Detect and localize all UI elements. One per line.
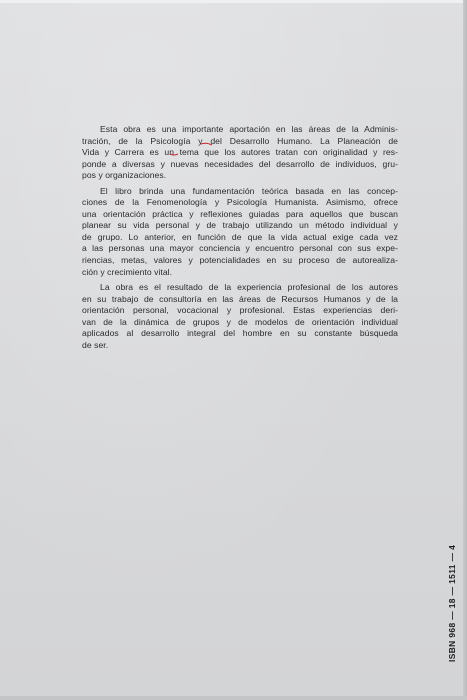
text-line: van de la dinámica de grupos y de modelos de orientación individual — [82, 316, 398, 327]
synopsis-paragraph-2 — [82, 186, 398, 278]
cover-bottom-edge — [0, 696, 467, 700]
synopsis-paragraph-3 — [82, 282, 398, 351]
text-line: ciones de la Fenomenología y Psicología Humanista. Asimismo, ofrece — [82, 197, 398, 208]
text-line: Vida y Carrera es un tema que los autores tratan con originalidad y res- — [82, 147, 398, 158]
text-line: riencias, metas, valores y potencialidades en su proceso de autorealiza- — [82, 255, 398, 266]
text-line: Esta obra es una importante aportación en las áreas de la Adminis- — [100, 124, 398, 134]
text-line: de ser. — [82, 339, 109, 350]
text-line: pos y organizaciones. — [82, 170, 167, 181]
cover-top-edge — [0, 0, 467, 3]
text-line: ponde a diversas y nuevas necesidades del desarrollo de individuos, gru- — [82, 158, 398, 169]
synopsis-text — [82, 124, 398, 355]
text-line: aplicados al desarrollo integral del hombre en su constante búsqueda — [82, 328, 398, 339]
text-line: de grupo. Lo anterior, en función de que la vida actual exige cada vez — [82, 231, 398, 242]
text-line: orientación personal, vocacional y profesional. Estas experiencias deri- — [82, 305, 398, 316]
synopsis-paragraph-1 — [82, 124, 398, 182]
text-line: en su trabajo de consultoría en las áreas de Recursos Humanos y de la — [82, 293, 398, 304]
text-line: a las personas una mayor conciencia y encuentro personal con sus expe- — [82, 243, 398, 254]
text-line: El libro brinda una fundamentación teórica basada en las concep- — [100, 185, 398, 196]
text-line: tración, de la Psicología y del Desarrollo Humano. La Planeación de — [82, 135, 398, 146]
text-line: planear su vida personal y de trabajo utilizando un método individual y — [82, 220, 398, 231]
text-line: La obra es el resultado de la experiencia profesional de los autores — [100, 282, 398, 293]
isbn-number: ISBN 968 — 18 — 1511 — 4 — [447, 544, 457, 662]
text-line: ción y crecimiento vital. — [82, 266, 173, 277]
cover-right-edge — [463, 0, 467, 700]
text-line: una orientación práctica y reflexiones guiadas para aquellos que buscan — [82, 208, 398, 219]
